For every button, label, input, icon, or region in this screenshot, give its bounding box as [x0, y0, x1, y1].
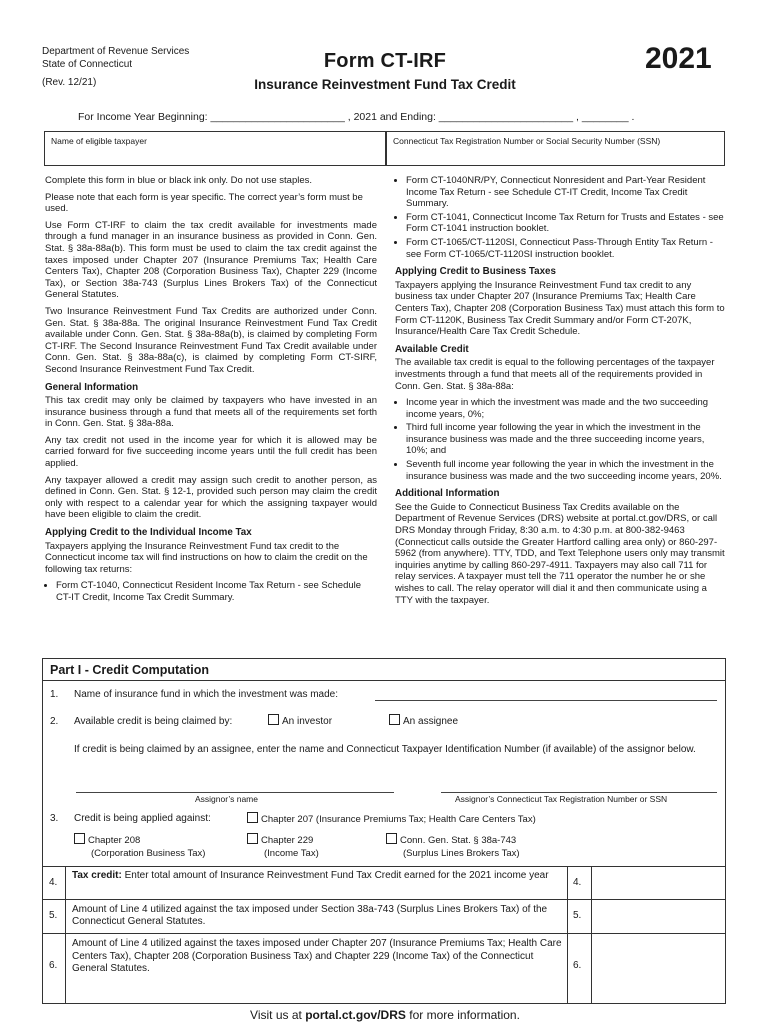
line6-label: Amount of Line 4 utilized against the taxes imposed under Chapter 207 (Insurance Premiums Tax; Health Care Centers Tax), Chapter 208 (Corporation Business Tax) and Chapter 229 (Income Tax) of the Connecticut General Statutes.: [72, 938, 562, 974]
line3-label: Credit is being applied against:: [74, 813, 211, 824]
taxpayer-name-field[interactable]: [44, 131, 386, 166]
part1-title: Part I - Credit Computation: [43, 659, 725, 681]
line3-number: 3.: [50, 813, 59, 824]
chapter229-option[interactable]: [247, 833, 313, 846]
line1-number: 1.: [50, 689, 59, 700]
line-number-column-border: [567, 866, 568, 1003]
general-info-carryforward: Any tax credit not used in the income year for which it is allowed may be carried forward for five succeeding income years until the full credit has been applied.: [45, 434, 377, 470]
additional-information-heading: Additional Information: [395, 488, 500, 500]
line4-box-number: 4.: [573, 877, 582, 888]
additional-information-text: See the Guide to Connecticut Business Tax Credits available on the Department of Revenue Services (DRS) website at portal.ct.gov/DRS, or call DRS Monday through Friday, 8:30 a.m. to 4:30 p.m. at 800-382-9463 (Connecticut calls outside the Greater Hartford calling area only) or 860-297-5962 (from anywhere). TTY, TDD, and Text Telephone users only may transmit inquiries anytime by calling 860-297-4911. Taxpayers may also call 711 for relay services. A taxpayer must tell the 711 operator the number he or she wishes to call. The relay operator will dial it and then communicate using a TTY with the taxpayer.: [395, 501, 725, 606]
line4-text: [72, 870, 562, 882]
credit-tier-0: • Income year in which the investment was made and the two succeeding income years, 0%;: [406, 397, 725, 420]
line5-label: Amount of Line 4 utilized against the tax imposed under Section 38a-743 (Surplus Lines Brokers Tax) of the Connecticut General Statutes.: [72, 904, 548, 927]
bullet-ct1041: • Form CT-1041, Connecticut Income Tax Return for Trusts and Estates - see Form CT-1041 instruction booklet.: [406, 212, 725, 235]
line6-box-number: 6.: [573, 960, 582, 971]
income-year-line[interactable]: For Income Year Beginning: _______________________ , 2021 and Ending: _______________________ , ________ .: [78, 111, 635, 123]
line2-number: 2.: [50, 716, 59, 727]
section743-option[interactable]: [386, 833, 516, 846]
individual-income-tax-heading: Applying Credit to the Individual Income Tax: [45, 527, 252, 539]
assignor-name-label: Assignor’s name: [195, 794, 258, 804]
line6-amount-input[interactable]: [592, 934, 725, 1003]
business-taxes-heading: Applying Credit to Business Taxes: [395, 266, 556, 278]
taxpayer-name-label: Name of eligible taxpayer: [51, 136, 147, 146]
line4-bold-label: Tax credit:: [72, 870, 122, 881]
instruction-purpose: Use Form CT-IRF to claim the tax credit available for investments made through a fund manager in an insurance business as provided in Conn. Gen. Stat. § 38a-88a(b). This form must be used to claim the tax credit against the taxes imposed under Chapter 207 (Insurance Premiums Tax; Health Care Centers Tax), Chapter 208 (Corporation Business Tax), Chapter 229 (Income Tax), or Section 38a-743 (Surplus Lines Brokers Tax) of the Connecticut General Statutes.: [45, 219, 377, 301]
assignor-reg-label: Assignor’s Connecticut Tax Registration Number or SSN: [455, 794, 668, 804]
assignee-label: An assignee: [403, 716, 459, 727]
instructions-right-column: [395, 175, 725, 611]
instruction-year-specific: Please note that each form is year specific. The correct year’s form must be used.: [45, 191, 363, 215]
footer-pre: Visit us at: [250, 1008, 302, 1022]
available-credit-text: The available tax credit is equal to the following percentages of the taxpayer investments through a fund that meets all of the requirements provided in Conn. Gen. Stat. § 38a-88a:: [395, 357, 715, 392]
registration-number-label: Connecticut Tax Registration Number or Social Security Number (SSN): [393, 136, 661, 146]
registration-number-field[interactable]: [386, 131, 725, 166]
line5-box-number: 5.: [573, 910, 582, 921]
individual-income-tax-text: Taxpayers applying the Insurance Reinvestment Fund tax credit to the Connecticut income tax will find instructions on how to claim the credit on the following tax returns:: [45, 540, 368, 575]
instruction-two-credits: Two Insurance Reinvestment Fund Tax Credits are authorized under Conn. Gen. Stat. § 38a-88a. The original Insurance Reinvestment Fund Tax Credit available under Conn. Gen. Stat. § 38a-88a(b), is claimed by completing Form CT-IRF. The Second Insurance Reinvestment Fund Tax Credit available under Conn. Gen. Stat. § 38a-88a(c), is claimed by completing Form CT-SIRF, Second Insurance Reinvestment Fund Tax Credit.: [45, 305, 377, 375]
section743-sublabel: (Surplus Lines Brokers Tax): [403, 848, 520, 859]
footer-post: for more information.: [409, 1008, 520, 1022]
assignee-checkbox[interactable]: [389, 714, 400, 725]
chapter207-option[interactable]: [247, 812, 536, 825]
assignor-name-input[interactable]: [76, 792, 394, 793]
chapter208-label: Chapter 208: [88, 835, 141, 846]
department-name: Department of Revenue Services: [42, 46, 190, 57]
investor-checkbox[interactable]: [268, 714, 279, 725]
assignee-note: If credit is being claimed by an assignee, enter the name and Connecticut Taxpayer Identification Number (if available) of the assignor below.: [74, 744, 696, 755]
chapter208-sublabel: (Corporation Business Tax): [91, 848, 206, 859]
business-taxes-text: Taxpayers applying the Insurance Reinvestment Fund tax credit to any business tax under Chapter 207 (Insurance Premiums Tax; Health Care Centers Tax), Chapter 208 (Corporation Business Tax) must attach this form to Form CT-1120K, Business Tax Credit Summary and/or Form CT-207K, Insurance/Health Care Tax Credit Schedule.: [395, 279, 725, 338]
chapter229-sublabel: (Income Tax): [264, 848, 319, 859]
chapter229-checkbox[interactable]: [247, 833, 258, 844]
credit-tier-10: • Third full income year following the year in which the investment in the insurance business was made and the three succeeding income years, 10%; and: [406, 422, 725, 457]
instruction-ink: Complete this form in blue or black ink only. Do not use staples.: [45, 175, 313, 186]
investor-label: An investor: [282, 716, 333, 727]
line6-number: 6.: [49, 960, 58, 971]
form-year: 2021: [645, 42, 712, 75]
bullet-ct1040: • Form CT-1040, Connecticut Resident Income Tax Return - see Schedule CT-IT Credit, Income Tax Credit Summary.: [56, 580, 377, 603]
line4-number: 4.: [49, 877, 58, 888]
instructions-left-column: [45, 175, 377, 608]
assignee-option[interactable]: [389, 714, 458, 727]
bullet-ct1065: • Form CT-1065/CT-1120SI, Connecticut Pass-Through Entity Tax Return - see Form CT-1065/CT-1120SI instruction booklet.: [406, 237, 725, 260]
chapter229-label: Chapter 229: [261, 835, 314, 846]
line1-label: Name of insurance fund in which the investment was made:: [74, 689, 339, 700]
line4-amount-input[interactable]: [592, 867, 725, 899]
investor-option[interactable]: [268, 714, 332, 727]
footer: [0, 1008, 770, 1022]
number-column-border: [65, 866, 66, 1003]
line4-label: Enter total amount of Insurance Reinvestment Fund Tax Credit earned for the 2021 income year: [124, 870, 549, 881]
part1-credit-computation: [42, 658, 726, 1004]
footer-link[interactable]: portal.ct.gov/DRS: [305, 1008, 406, 1022]
chapter207-label: Chapter 207 (Insurance Premiums Tax; Health Care Centers Tax): [261, 814, 536, 825]
chapter207-checkbox[interactable]: [247, 812, 258, 823]
section743-label: Conn. Gen. Stat. § 38a-743: [400, 835, 517, 846]
section743-checkbox[interactable]: [386, 833, 397, 844]
general-information-heading: General Information: [45, 381, 139, 393]
line5-amount-input[interactable]: [592, 900, 725, 933]
form-subtitle: Insurance Reinvestment Fund Tax Credit: [254, 77, 516, 92]
form-title: Form CT-IRF: [323, 50, 447, 72]
available-credit-heading: Available Credit: [395, 343, 469, 355]
chapter208-option[interactable]: [74, 833, 140, 846]
assignor-reg-input[interactable]: [441, 792, 717, 793]
general-info-eligibility: This tax credit may only be claimed by taxpayers who have invested in an insurance business through a fund that meets all of the requirements set forth in Conn. Gen. Stat. § 38a-88a.: [45, 395, 377, 430]
revision-date: (Rev. 12/21): [42, 77, 97, 88]
state-name: State of Connecticut: [42, 59, 133, 70]
line1-fund-name-input[interactable]: [375, 700, 717, 701]
credit-tier-20: • Seventh full income year following the year in which the investment in the insurance business was made and the two succeeding income years, 20%.: [406, 459, 725, 482]
line5-number: 5.: [49, 910, 58, 921]
general-info-assignment: Any taxpayer allowed a credit may assign such credit to another person, as defined in Conn. Gen. Stat. § 12-1, provided such person may claim the credit only with respect to a calendar year for which the assigning taxpayer would have been eligible to claim the credit.: [45, 474, 377, 521]
line2-label: Available credit is being claimed by:: [74, 716, 233, 727]
chapter208-checkbox[interactable]: [74, 833, 85, 844]
bullet-ct1040nr: • Form CT-1040NR/PY, Connecticut Nonresident and Part-Year Resident Income Tax Return - see Schedule CT-IT Credit, Income Tax Credit Summary.: [406, 175, 725, 210]
